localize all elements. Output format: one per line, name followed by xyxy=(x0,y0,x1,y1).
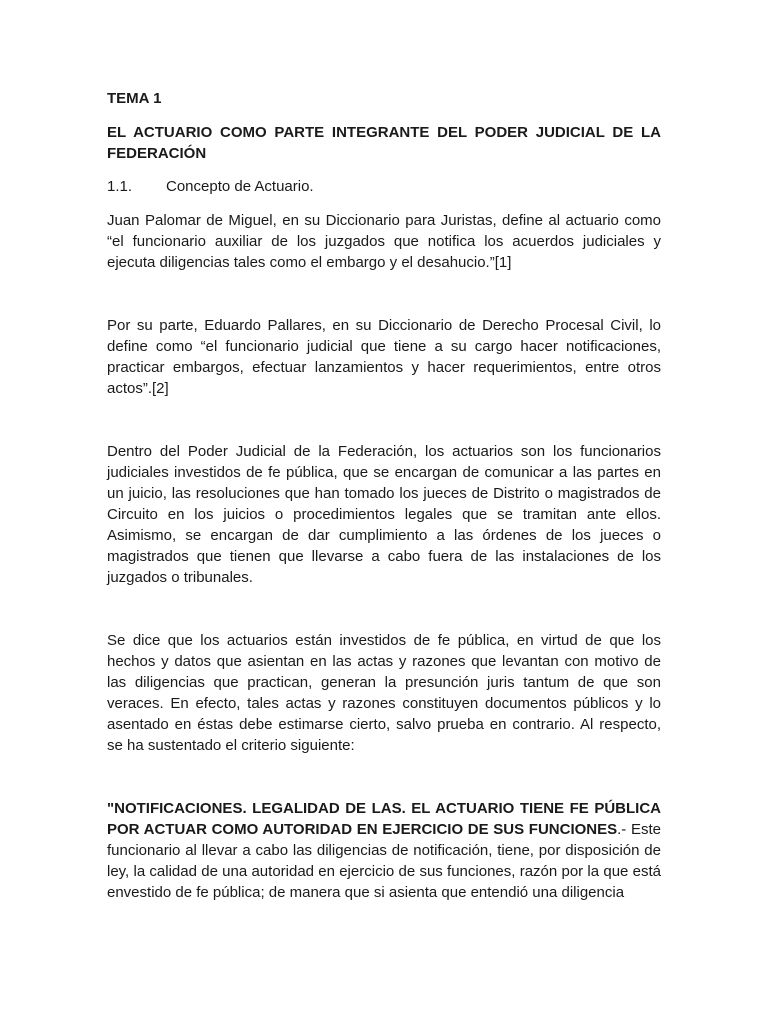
document-body xyxy=(107,88,661,903)
subsection-title: Concepto de Actuario. xyxy=(166,178,314,195)
paragraph-spacer xyxy=(107,756,661,798)
subsection-heading xyxy=(107,176,661,197)
paragraph-1: Juan Palomar de Miguel, en su Diccionario para Juristas, define al actuario como “el funcionario auxiliar de los juzgados que notifica los acuerdos judiciales y ejecuta diligencias tales como el embargo y el desahucio.”[1] xyxy=(107,212,661,271)
tema-heading: TEMA 1 xyxy=(107,90,162,107)
paragraph-2: Por su parte, Eduardo Pallares, en su Diccionario de Derecho Procesal Civil, lo define como “el funcionario judicial que tiene a su cargo hacer notificaciones, practicar embargos, efectuar lanzamientos y hacer requerimientos, entre otros actos”.[2] xyxy=(107,317,661,397)
subsection-number: 1.1. xyxy=(107,178,133,195)
criterion-title: "NOTIFICACIONES. LEGALIDAD DE LAS. EL ACTUARIO TIENE FE PÚBLICA POR ACTUAR COMO AUTORIDAD EN EJERCICIO DE SUS FUNCIONES xyxy=(107,800,661,838)
paragraph-spacer xyxy=(107,273,661,315)
quoted-criterion xyxy=(107,798,661,903)
paragraph-spacer xyxy=(107,588,661,630)
document-title: EL ACTUARIO COMO PARTE INTEGRANTE DEL PODER JUDICIAL DE LA FEDERACIÓN xyxy=(107,124,661,162)
paragraph-spacer xyxy=(107,399,661,441)
paragraph-4: Se dice que los actuarios están investidos de fe pública, en virtud de que los hechos y datos que asientan en las actas y razones que levantan con motivo de las diligencias que practican, generan la presunción juris tantum de que son veraces. En efecto, tales actas y razones constituyen documentos públicos y lo asentado en éstas debe estimarse cierto, salvo prueba en contrario. Al respecto, se ha sustentado el criterio siguiente: xyxy=(107,632,661,754)
criterion-text: .- Este funcionario al llevar a cabo las diligencias de notificación, tiene, por disposición de ley, la calidad de una autoridad en ejercicio de sus funciones, razón por la que está envestido de fe pública; de manera que si asienta que entendió una diligencia xyxy=(107,821,661,901)
paragraph-3: Dentro del Poder Judicial de la Federación, los actuarios son los funcionarios judiciales investidos de fe pública, que se encargan de comunicar a las partes en un juicio, las resoluciones que han tomado los jueces de Distrito o magistrados de Circuito en los juicios o procedimientos legales que se tramitan ante ellos. Asimismo, se encargan de dar cumplimiento a las órdenes de los jueces o magistrados que tienen que llevarse a cabo fuera de las instalaciones de los juzgados o tribunales. xyxy=(107,443,661,586)
